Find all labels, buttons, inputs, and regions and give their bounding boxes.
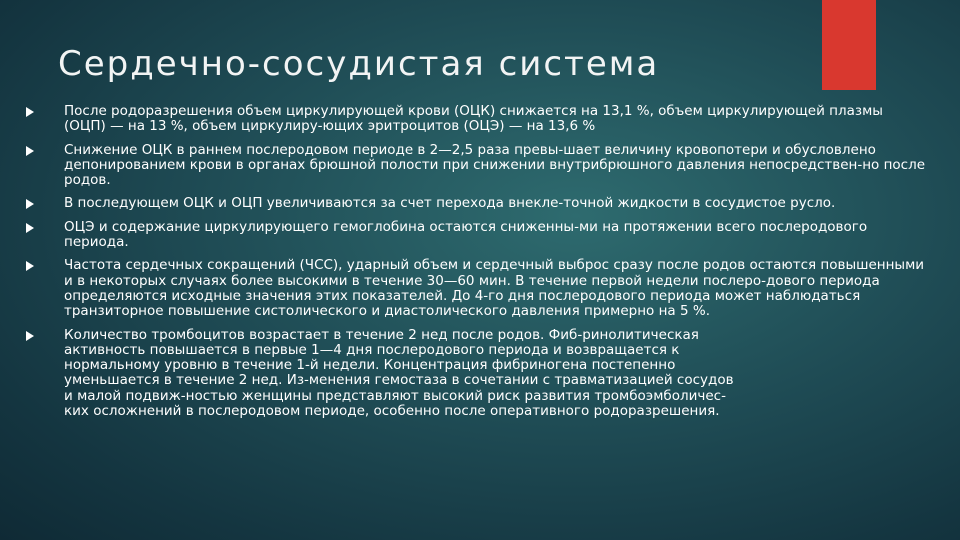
triangle-bullet-icon (26, 146, 34, 156)
bullet-list (26, 104, 926, 419)
bullet-text: ОЦЭ и содержание циркулирующего гемоглобина остаются сниженны-ми на протяжении всего послеродового периода. (64, 218, 868, 251)
bullet-item (26, 104, 926, 135)
bullet-item (26, 196, 926, 211)
bullet-text: Частота сердечных сокращений (ЧСС), ударный объем и сердечный выброс сразу после родов остаются повышенными и в некоторых случаях более высокими в течение 30—60 мин. В течение первой недели послеро-дового периода определяются исходные значения этих показателей. До 4-го дня послеродового периода может наблюдаться транзиторное повышение систолического и диастолического давления примерно на 5 %. (64, 257, 925, 320)
slide-title: Сердечно-сосудистая система (58, 44, 660, 84)
triangle-bullet-icon (26, 223, 34, 233)
triangle-bullet-icon (26, 199, 34, 209)
triangle-bullet-icon (26, 107, 34, 117)
bullet-text: В последующем ОЦК и ОЦП увеличиваются за счет перехода внекле-точной жидкости в сосудистое русло. (64, 195, 836, 212)
bullet-item (26, 143, 926, 189)
triangle-bullet-icon (26, 261, 34, 271)
triangle-bullet-icon (26, 331, 34, 341)
bullet-text: После родоразрешения объем циркулирующей крови (ОЦК) снижается на 13,1 %, объем циркулирующей плазмы (ОЦП) — на 13 %, объем циркулиру-ющих эритроцитов (ОЦЭ) — на 13,6 % (64, 103, 883, 135)
bullet-text: Снижение ОЦК в раннем послеродовом периоде в 2—2,5 раза превы-шает величину кровопотери и обусловлено депонированием крови в органах брюшной полости при снижении внутрибрюшного давления непосредствен-но после родов. (64, 141, 926, 189)
accent-bar (822, 0, 876, 90)
bullet-item (26, 258, 926, 319)
bullet-text: Количество тромбоцитов возрастает в течение 2 нед после родов. Фиб-ринолитическая активность повышается в первые 1—4 дня послеродового периода и возвращается к нормальному уровню в течение 1-й недели. Концентрация фибриногена постепенно уменьшается в течение 2 нед. Из-менения гемостаза в сочетании с травматизацией сосудов и малой подвиж-ностью женщины представляют высокий риск развития тромбоэмболичес-ких осложнений в послеродовом периоде, особенно после оперативного родоразрешения. (64, 326, 734, 420)
bullet-item (26, 328, 744, 420)
bullet-item (26, 220, 926, 251)
